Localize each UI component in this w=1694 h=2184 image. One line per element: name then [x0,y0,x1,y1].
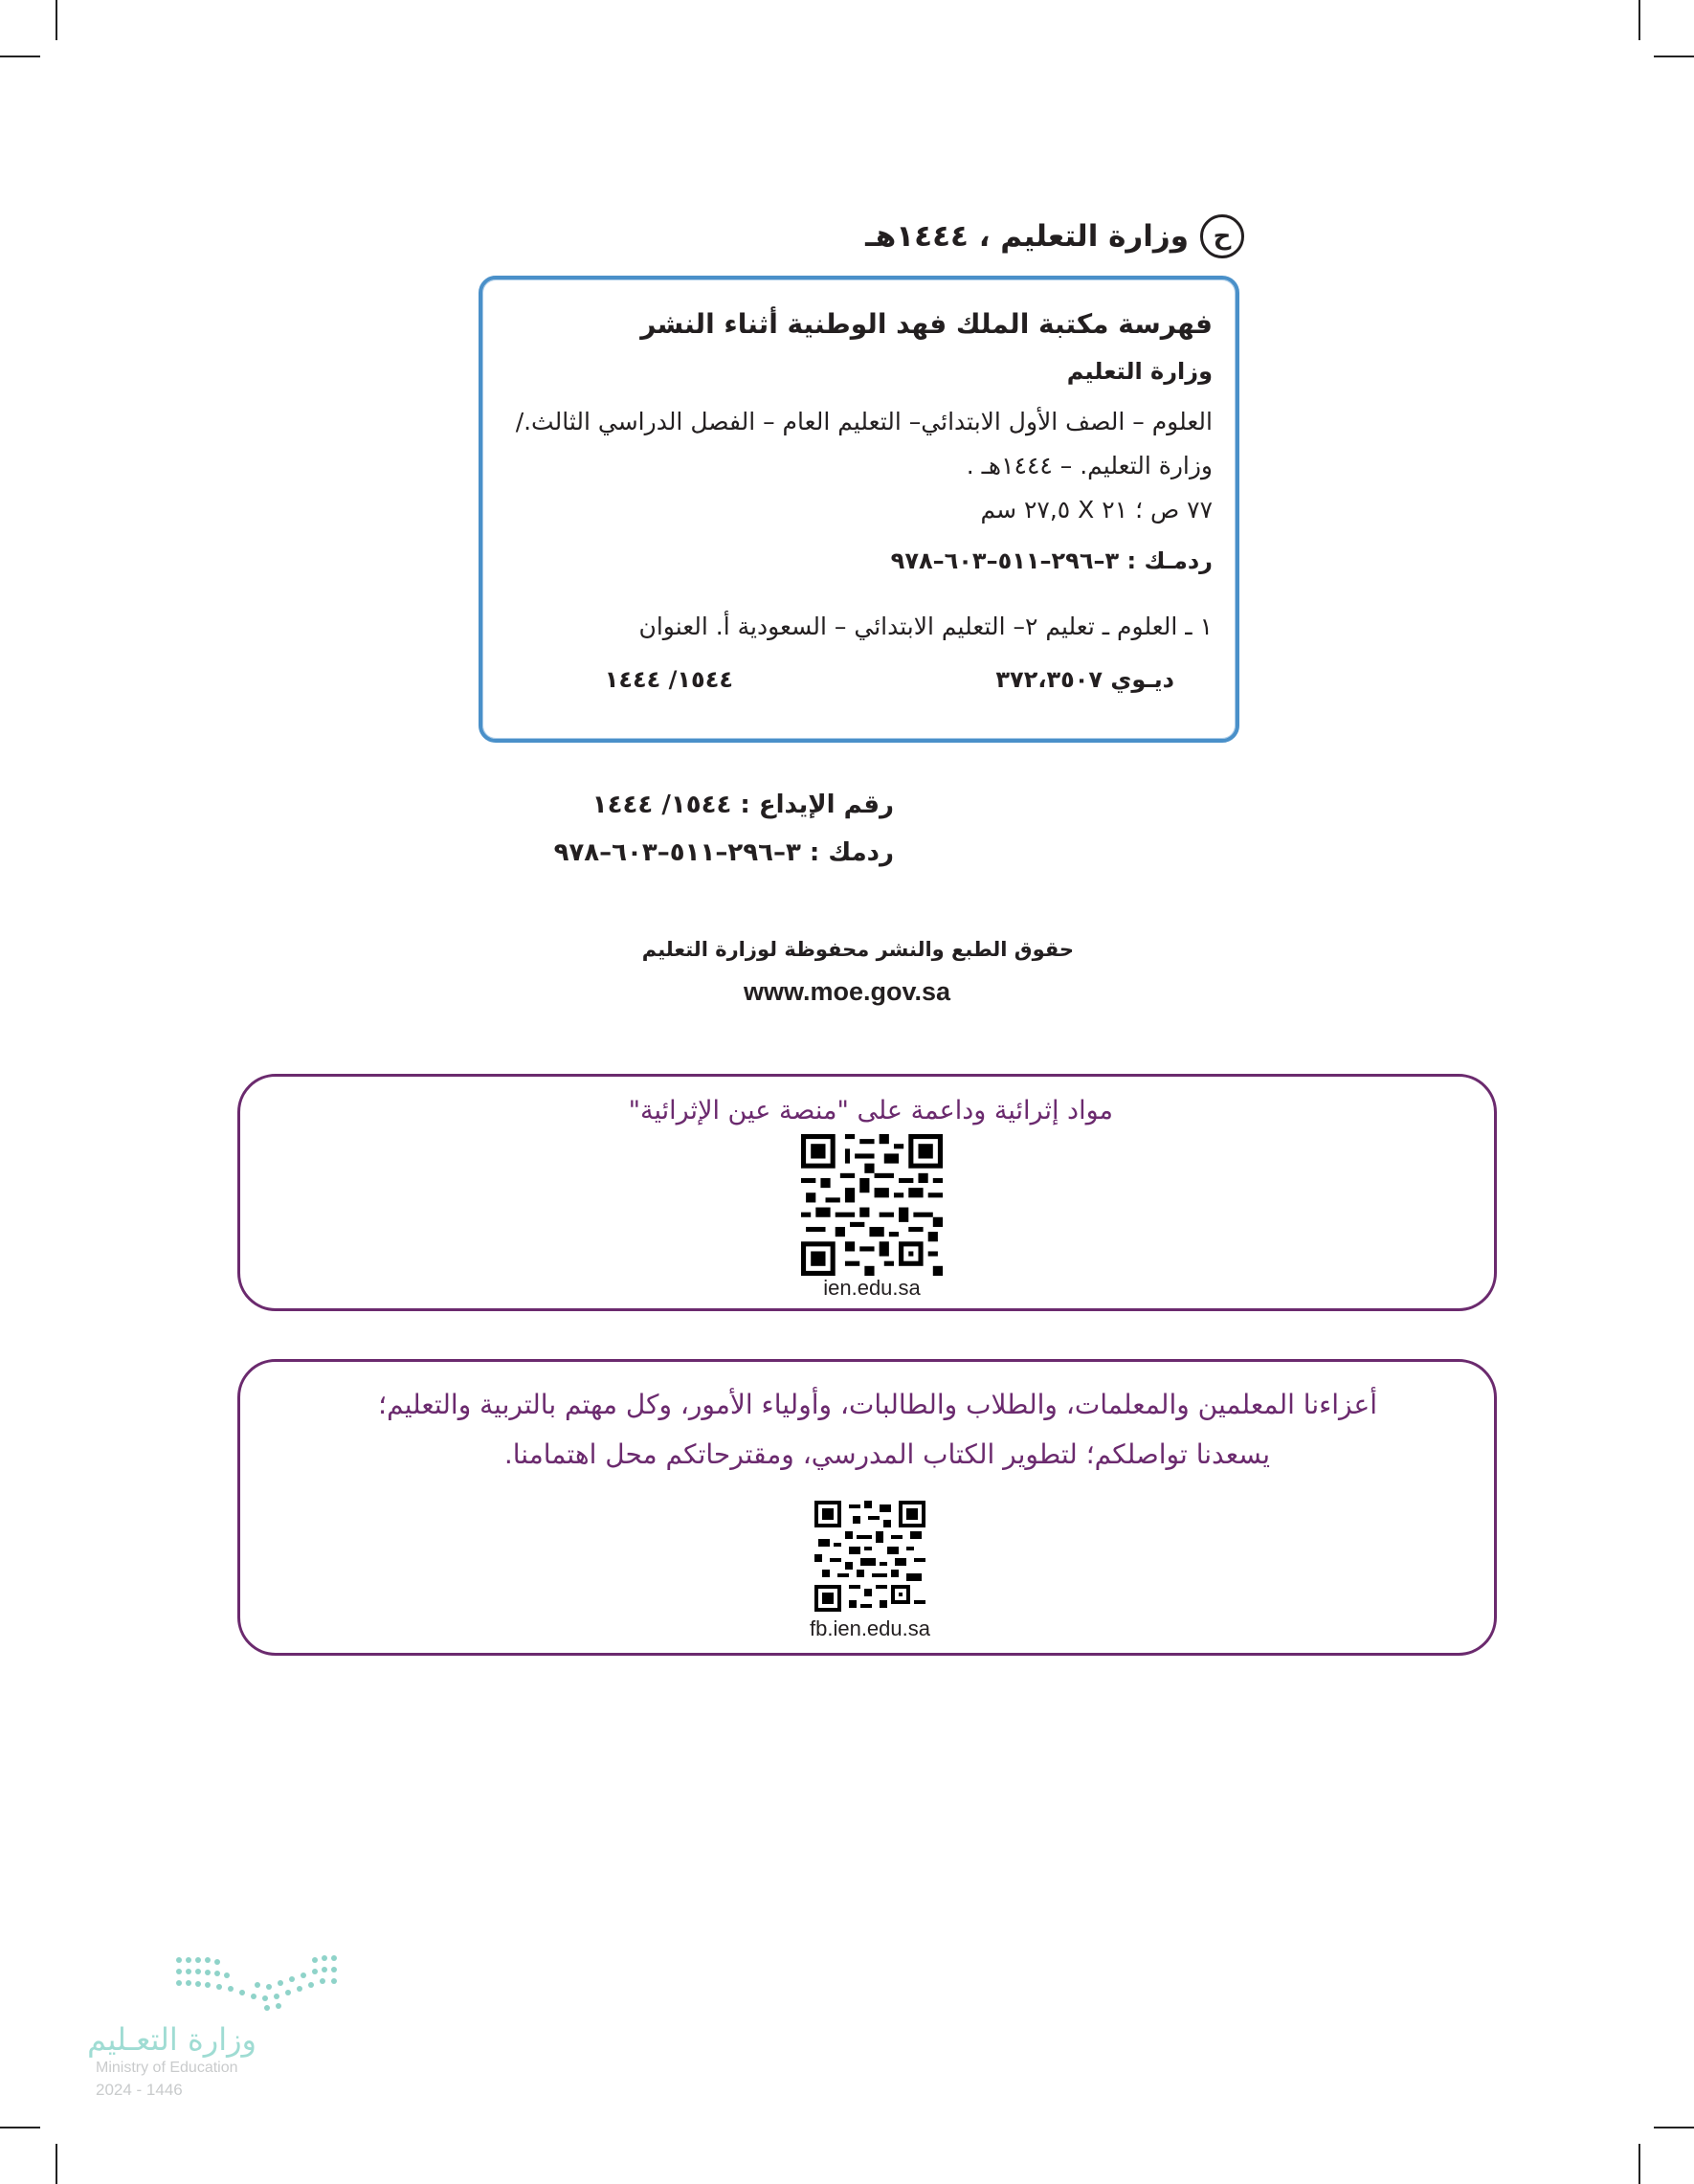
crop-mark [0,56,40,57]
logo-name-ar: وزارة التعـليم [87,2021,256,2058]
crop-mark [1654,56,1694,57]
enrichment-heading: مواد إثرائية وداعمة على "منصة عين الإثرائية" [628,1096,1113,1125]
logo-years: 2024 - 1446 [96,2081,183,2099]
crop-mark [1638,2144,1640,2184]
deposit-isbn: ردمك : ٣–٢٩٦–٥١١–٦٠٣–٩٧٨ [553,838,894,867]
copyright-text: وزارة التعليم ، ١٤٤٤هـ [865,219,1189,254]
catalog-dewey: ديـوي ٣٧٢،٣٥٠٧ [995,666,1174,693]
catalog-pages: ٧٧ ص ؛ ٢١ X ٢٧,٥ سم [980,496,1213,524]
crop-mark [1638,0,1640,40]
cataloging-in-publication-box [479,276,1239,743]
enrichment-panel [237,1074,1497,1311]
catalog-description-line2: وزارة التعليم. – ١٤٤٤هـ . [966,452,1213,479]
qr-code-icon[interactable] [801,1134,943,1276]
deposit-number: رقم الإيداع : ١٥٤٤/ ١٤٤٤ [591,791,894,819]
crop-mark [56,0,57,40]
ministry-of-education-logo [87,1952,343,2106]
feedback-line1: أعزاءنا المعلمين والمعلمات، والطلاب والطالبات، وأولياء الأمور، وكل مهتم بالتربية والتعليم؛ [378,1389,1377,1420]
enrichment-qr-url[interactable]: ien.edu.sa [823,1276,921,1300]
catalog-subjects: ١ ـ العلوم ـ تعليم ٢– التعليم الابتدائي – السعودية أ. العنوان [638,613,1213,640]
crop-mark [0,2127,40,2128]
catalog-description-line1: العلوم – الصف الأول الابتدائي– التعليم العام – الفصل الدراسي الثالث./ [515,408,1213,435]
crop-mark [56,2144,57,2184]
rights-statement: حقوق الطبع والنشر محفوظة لوزارة التعليم [641,938,1074,961]
catalog-title: فهرسة مكتبة الملك فهد الوطنية أثناء النشر [640,308,1213,340]
feedback-qr-url[interactable]: fb.ien.edu.sa [810,1616,930,1640]
copyright-symbol-icon: ح [1200,214,1244,258]
logo-name-en: Ministry of Education [96,2060,238,2076]
website-link[interactable]: www.moe.gov.sa [743,977,951,1006]
feedback-line2: يسعدنا تواصلكم؛ لتطوير الكتاب المدرسي، ومقترحاتكم محل اهتمامنا. [503,1438,1270,1470]
feedback-qr-code-icon[interactable] [814,1501,925,1612]
logo-dots-icon [175,1952,343,2012]
copyright-line [865,212,1244,260]
catalog-author: وزارة التعليم [1066,358,1213,385]
catalog-isbn: ردمـك : ٣–٢٩٦–٥١١–٦٠٣–٩٧٨ [890,547,1213,574]
catalog-deposit-code: ١٥٤٤/ ١٤٤٤ [604,666,733,693]
feedback-panel [237,1359,1497,1656]
crop-mark [1654,2127,1694,2128]
